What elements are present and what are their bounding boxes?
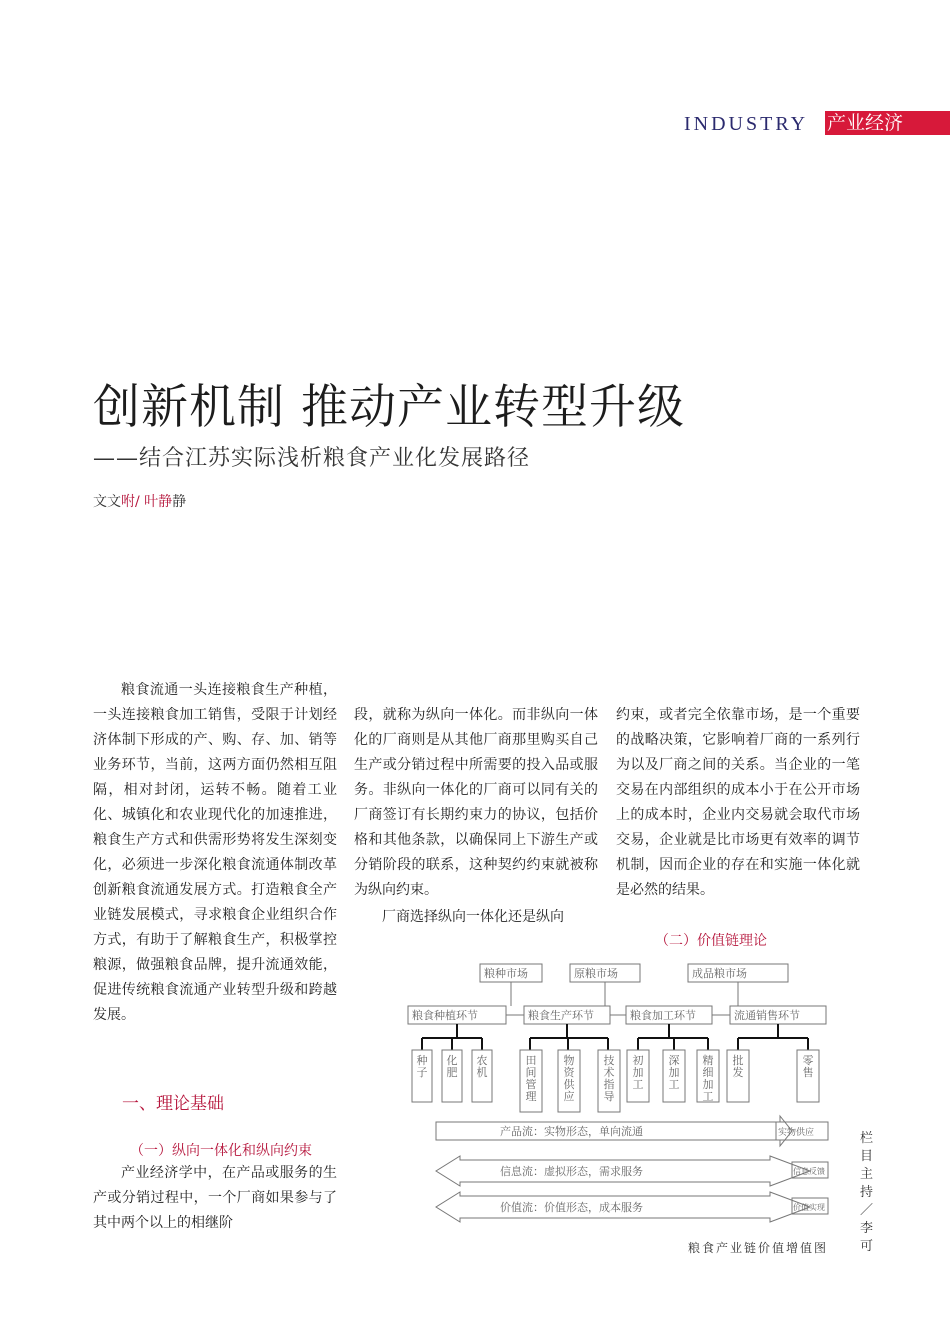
diagram-leaf-char: 工: [632, 1078, 644, 1091]
byline-prefix: 文文: [93, 494, 121, 510]
paragraph: 段，就称为纵向一体化。而非纵向一体化的厂商则是从其他厂商那里购买自己生产或分销过程中所需要的投入品或服务。非纵向一体化的厂商可以同有关的厂商签订有长期约束力的协议，包括价格和其他条款，以确保同上下游生产或分销阶段的联系，这种契约约束就被称为纵向约束。: [354, 707, 598, 898]
diagram-leaf-char: 加: [668, 1066, 680, 1079]
diagram-label: 原粮市场: [574, 967, 618, 980]
diagram-leaf-char: 管: [525, 1078, 537, 1091]
diagram-leaf-char: 技: [603, 1054, 615, 1067]
byline-author: 咐/ 叶静: [121, 494, 173, 510]
paragraph: 产业经济学中，在产品或服务的生产或分销过程中，一个厂商如果参与了其中两个以上的相继阶: [93, 1165, 337, 1231]
diagram-leaf-char: 资: [563, 1066, 575, 1079]
diagram-label: 价值实现: [793, 1203, 825, 1212]
figure-caption: 粮食产业链价值增值图: [688, 1241, 829, 1255]
diagram-leaf-char: 导: [603, 1090, 615, 1103]
diagram-label: 粮食加工环节: [630, 1009, 696, 1022]
diagram-label: 信息反馈: [793, 1167, 825, 1176]
diagram-leaf-char: 化: [446, 1054, 458, 1067]
subsection-heading: （二）价值链理论: [655, 933, 767, 949]
diagram-leaf-char: 零: [802, 1054, 814, 1067]
diagram-leaf-char: 术: [603, 1066, 615, 1079]
diagram-leaf-char: 工: [668, 1078, 680, 1091]
paragraph: 约束，或者完全依靠市场，是一个重要的战略决策，它影响着厂商的一系列行为以及厂商之间的关系。当企业的一笔交易在内部组织的成本小于在公开市场上的成本时，企业内交易就会取代市场交易，企业就是比市场更有效率的调节机制，因而企业的存在和实施一体化就是必然的结果。: [616, 707, 860, 898]
diagram-leaf-char: 工: [702, 1090, 714, 1103]
section-tag: [825, 111, 950, 135]
section-label-en: INDUSTRY: [684, 113, 809, 135]
paragraph: 厂商选择纵向一体化还是纵向: [382, 909, 564, 925]
diagram-leaf-char: 加: [632, 1066, 644, 1079]
diagram-leaf-char: 深: [668, 1054, 680, 1067]
diagram-label: 流通销售环节: [734, 1009, 800, 1022]
diagram-leaf-char: 机: [476, 1066, 488, 1079]
diagram-label: 实物供应: [778, 1128, 815, 1138]
byline: [93, 491, 186, 511]
body-column-3: [616, 703, 860, 903]
value-chain-diagram: [400, 960, 840, 1228]
diagram-leaf-char: 精: [702, 1054, 714, 1067]
body-column-1: [93, 678, 337, 1028]
diagram-label: 产品流：实物形态，单向流通: [500, 1125, 643, 1138]
diagram-leaf-char: 加: [702, 1078, 714, 1091]
diagram-leaf-char: 物: [563, 1054, 575, 1067]
diagram-leaf-char: 农: [476, 1054, 488, 1067]
diagram-label: 粮食生产环节: [528, 1009, 594, 1022]
diagram-label: 信息流：虚拟形态，需求服务: [500, 1165, 643, 1178]
byline-suffix: 静: [172, 494, 187, 510]
diagram-leaf-char: 田: [525, 1054, 537, 1067]
body-column-1-continued: [93, 1161, 337, 1236]
diagram-leaf-char: 理: [525, 1090, 537, 1103]
diagram-leaf-char: 指: [603, 1078, 615, 1091]
body-column-2: [354, 703, 598, 930]
diagram-leaf-char: 批: [732, 1054, 744, 1067]
section-heading: 一、理论基础: [122, 1094, 224, 1114]
diagram-label: 粮食种植环节: [412, 1009, 478, 1022]
section-tag-label: 产业经济: [827, 112, 904, 134]
diagram-label: 粮种市场: [484, 967, 528, 980]
diagram-label: 价值流：价值形态，成本服务: [500, 1201, 643, 1214]
diagram-leaf-char: 种: [416, 1054, 428, 1067]
diagram-leaf-char: 发: [732, 1066, 744, 1079]
diagram-leaf-char: 应: [563, 1090, 575, 1103]
article-title: 创新机制 推动产业转型升级: [93, 380, 685, 435]
diagram-leaf-char: 初: [632, 1054, 644, 1067]
subsection-heading: （一）纵向一体化和纵向约束: [130, 1143, 312, 1159]
diagram-label: 成品粮市场: [692, 967, 747, 980]
diagram-leaf-char: 售: [802, 1066, 814, 1079]
diagram-leaf-char: 子: [416, 1066, 428, 1079]
column-editor-note: 栏目主持／李可: [860, 1131, 874, 1254]
diagram-leaf-char: 供: [563, 1078, 575, 1091]
diagram-leaf-char: 间: [525, 1066, 537, 1079]
paragraph: 粮食流通一头连接粮食生产种植，一头连接粮食加工销售，受限于计划经济体制下形成的产、购、存、加、销等业务环节，当前，这两方面仍然相互阻隔，相对封闭，运转不畅。随着工业化、城镇化和农业现代化的加速推进，粮食生产方式和供需形势将发生深刻变化，必须进一步深化粮食流通体制改革创新粮食流通发展方式。打造粮食全产业链发展模式，寻求粮食企业组织合作方式，有助于了解粮食生产，积极掌控粮源，做强粮食品牌，提升流通效能，促进传统粮食流通产业转型升级和跨越发展。: [93, 682, 337, 1023]
diagram-leaf-char: 肥: [446, 1066, 458, 1079]
article-subtitle: ——结合江苏实际浅析粮食产业化发展路径: [93, 446, 531, 471]
diagram-leaf-char: 细: [702, 1066, 714, 1079]
